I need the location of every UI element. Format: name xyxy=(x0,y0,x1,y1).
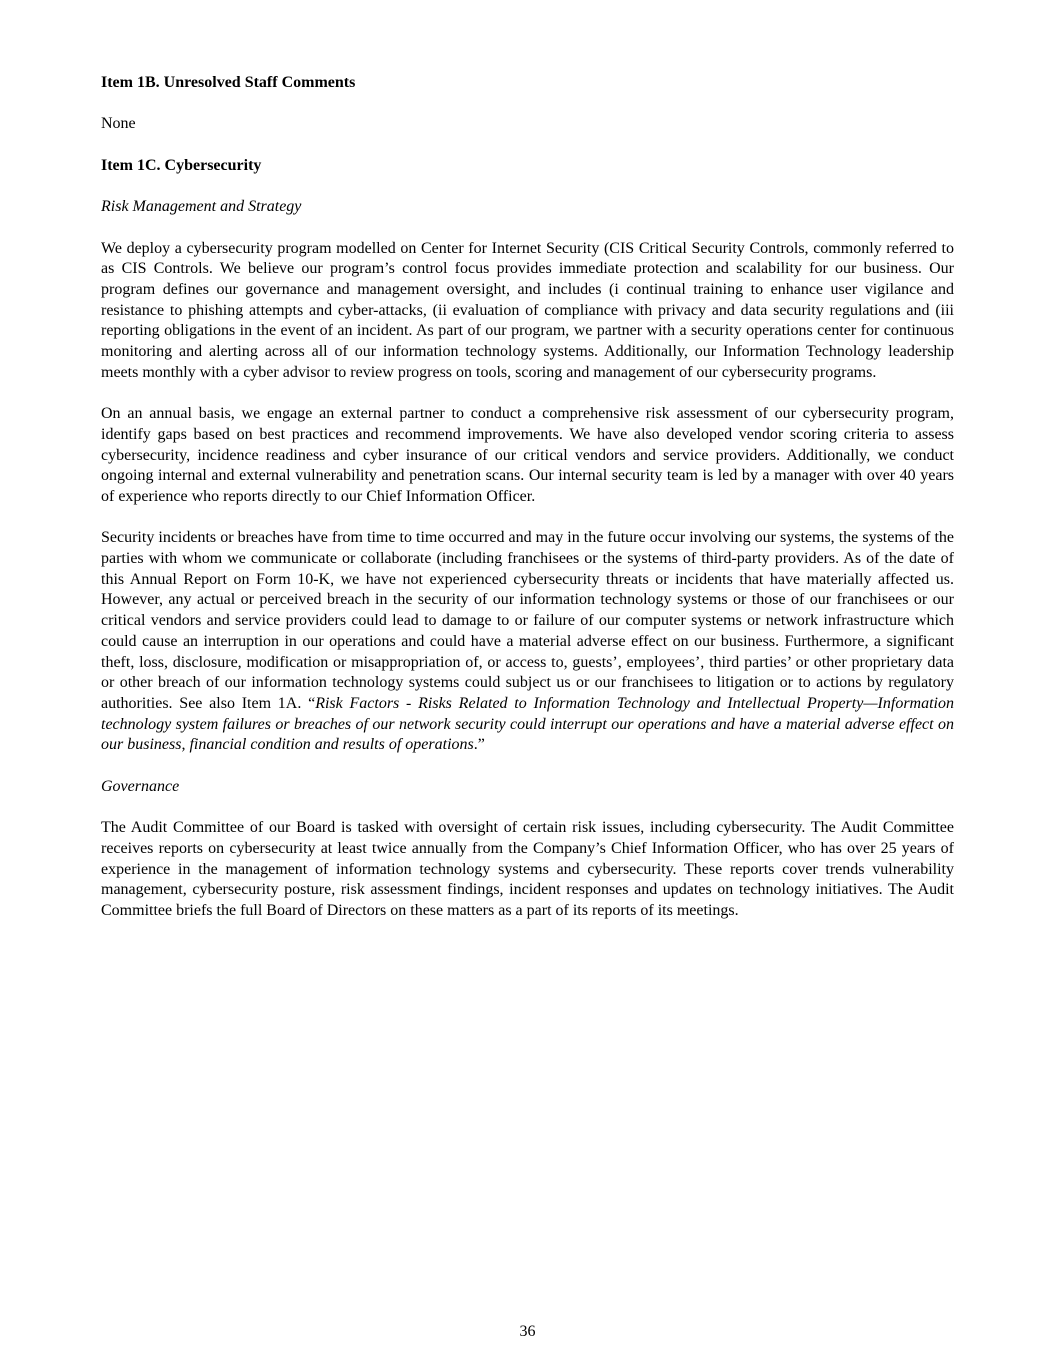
paragraph-annual-assessment: On an annual basis, we engage an external partner to conduct a comprehensive risk assessment of our cybersecurity program, identify gaps based on best practices and recommend improvements. We have also developed vendor scoring criteria to assess cybersecurity, incidence readiness and cyber insurance of our critical vendors and service providers. Additionally, we conduct ongoing internal and external vulnerability and penetration scans. Our internal security team is led by a manager with over 40 years of experience who reports directly to our Chief Information Officer. xyxy=(101,405,954,505)
paragraph-text: Security incidents or breaches have from time to time occurred and may in the future occur involving our systems, the systems of the parties with whom we communicate or collaborate (including franchisees or the systems of third-party providers. As of the date of this Annual Report on Form 10-K, we have not experienced cybersecurity threats or incidents that have materially affected us. However, any actual or perceived breach in the security of our information technology systems or those of our franchisees or our critical vendors and service providers could lead to damage to or failure of our computer systems or network infrastructure which could cause an interruption in our operations and could have a material adverse effect on our business. Furthermore, a significant theft, loss, disclosure, modification or misappropriation of, or access to, guests’, employees’, third parties’ or other proprietary data or other breach of our information technology systems could subject us or our franchisees to litigation or to actions by regulatory authorities. See also Item 1A. “ xyxy=(101,529,954,712)
page-number: 36 xyxy=(519,1323,536,1340)
paragraph-program: We deploy a cybersecurity program modelled on Center for Internet Security (CIS Critical Security Controls, commonly referred to as CIS Controls. We believe our program’s control focus provides immediate protection and scalability for our business. Our program defines our governance and management oversight, and includes (i continual training to enhance user vigilance and resistance to phishing attempts and cyber-attacks, (ii evaluation of compliance with privacy and data security regulations and (iii reporting obligations in the event of an incident. As part of our program, we partner with a security operations center for continuous monitoring and alerting across all of our information technology systems. Additionally, our Information Technology leadership meets monthly with a cyber advisor to review progress on tools, scoring and management of our cybersecurity programs. xyxy=(101,239,954,381)
item-1b-heading: Item 1B. Unresolved Staff Comments xyxy=(101,74,356,91)
risk-factor-reference: Risk Factors - Risks Related to Information Technology and Intellectual Property—Information technology system failures or breaches of our network security could interrupt our operations and have a material adverse effect on our business, financial condition and results of operations xyxy=(101,695,954,754)
paragraph-security-incidents xyxy=(101,528,954,756)
document-page xyxy=(101,73,954,942)
paragraph-text-end: .” xyxy=(473,736,485,754)
governance-subheading: Governance xyxy=(101,777,180,795)
item-1c-heading: Item 1C. Cybersecurity xyxy=(101,156,262,174)
paragraph-governance: The Audit Committee of our Board is tasked with oversight of certain risk issues, including cybersecurity. The Audit Committee receives reports on cybersecurity at least twice annually from the Company’s Chief Information Officer, who has over 25 years of experience in the management of information technology systems and cybersecurity. These reports cover trends vulnerability management, cybersecurity posture, risk assessment findings, incident responses and updates on technology initiatives. The Audit Committee briefs the full Board of Directors on these matters as a part of its reports of its meetings. xyxy=(101,819,954,919)
risk-management-subheading: Risk Management and Strategy xyxy=(101,198,302,216)
item-1b-body: None xyxy=(101,115,136,133)
